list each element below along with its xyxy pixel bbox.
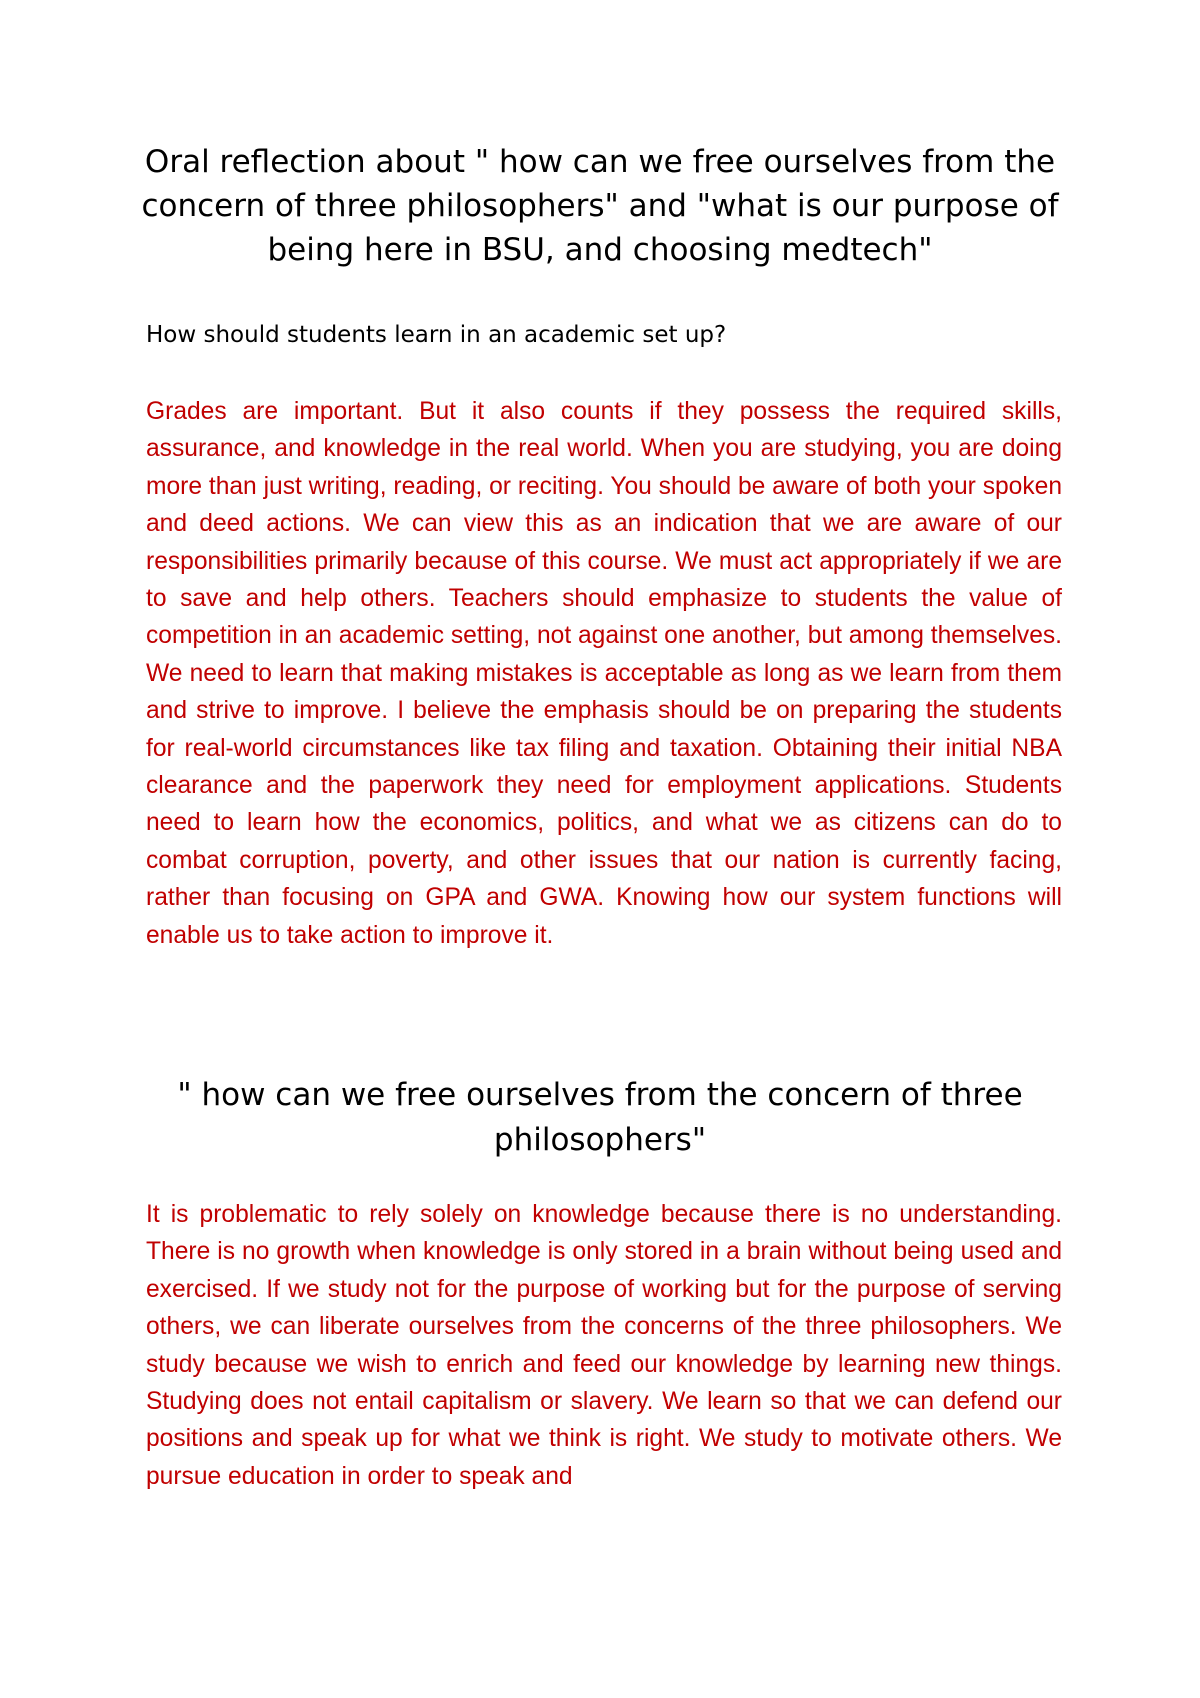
body-paragraph-1: Grades are important. But it also counts if they possess the required skills, assurance, and knowledge in the real world. When you are studying, you are doing more than just writing, reading, or reciting. You should be aware of both your spoken and deed actions. We can view this as an indication that we are aware of our responsibilities primarily because of this course. We must act appropriately if we are to save and help others. Teachers should emphasize to students the value of competition in an academic setting, not against one another, but among themselves. We need to learn that making mistakes is acceptable as long as we learn from them and strive to improve. I believe the emphasis should be on preparing the students for real-world circumstances like tax filing and taxation. Obtaining their initial NBA clearance and the paperwork they need for employment applications. Students need to learn how the economics, politics, and what we as citizens can do to combat corruption, poverty, and other issues that our nation is currently facing, rather than focusing on GPA and GWA. Knowing how our system functions will enable us to take action to improve it. xyxy=(146,398,1062,949)
section-question: How should students learn in an academic set up? xyxy=(146,322,727,348)
document-title: Oral reflection about " how can we free ourselves from the concern of three philosophers" and "what is our purpose of being here in BSU, and choosing medtech" xyxy=(141,144,1059,268)
section-heading-philosophers: " how can we free ourselves from the concern of three philosophers" xyxy=(177,1077,1023,1158)
body-paragraph-2: It is problematic to rely solely on knowledge because there is no understanding. There is no growth when knowledge is only stored in a brain without being used and exercised. If we study not for the purpose of working but for the purpose of serving others, we can liberate ourselves from the concerns of the three philosophers. We study because we wish to enrich and feed our knowledge by learning new things. Studying does not entail capitalism or slavery. We learn so that we can defend our positions and speak up for what we think is right. We study to motivate others. We pursue education in order to speak and xyxy=(146,1201,1062,1490)
